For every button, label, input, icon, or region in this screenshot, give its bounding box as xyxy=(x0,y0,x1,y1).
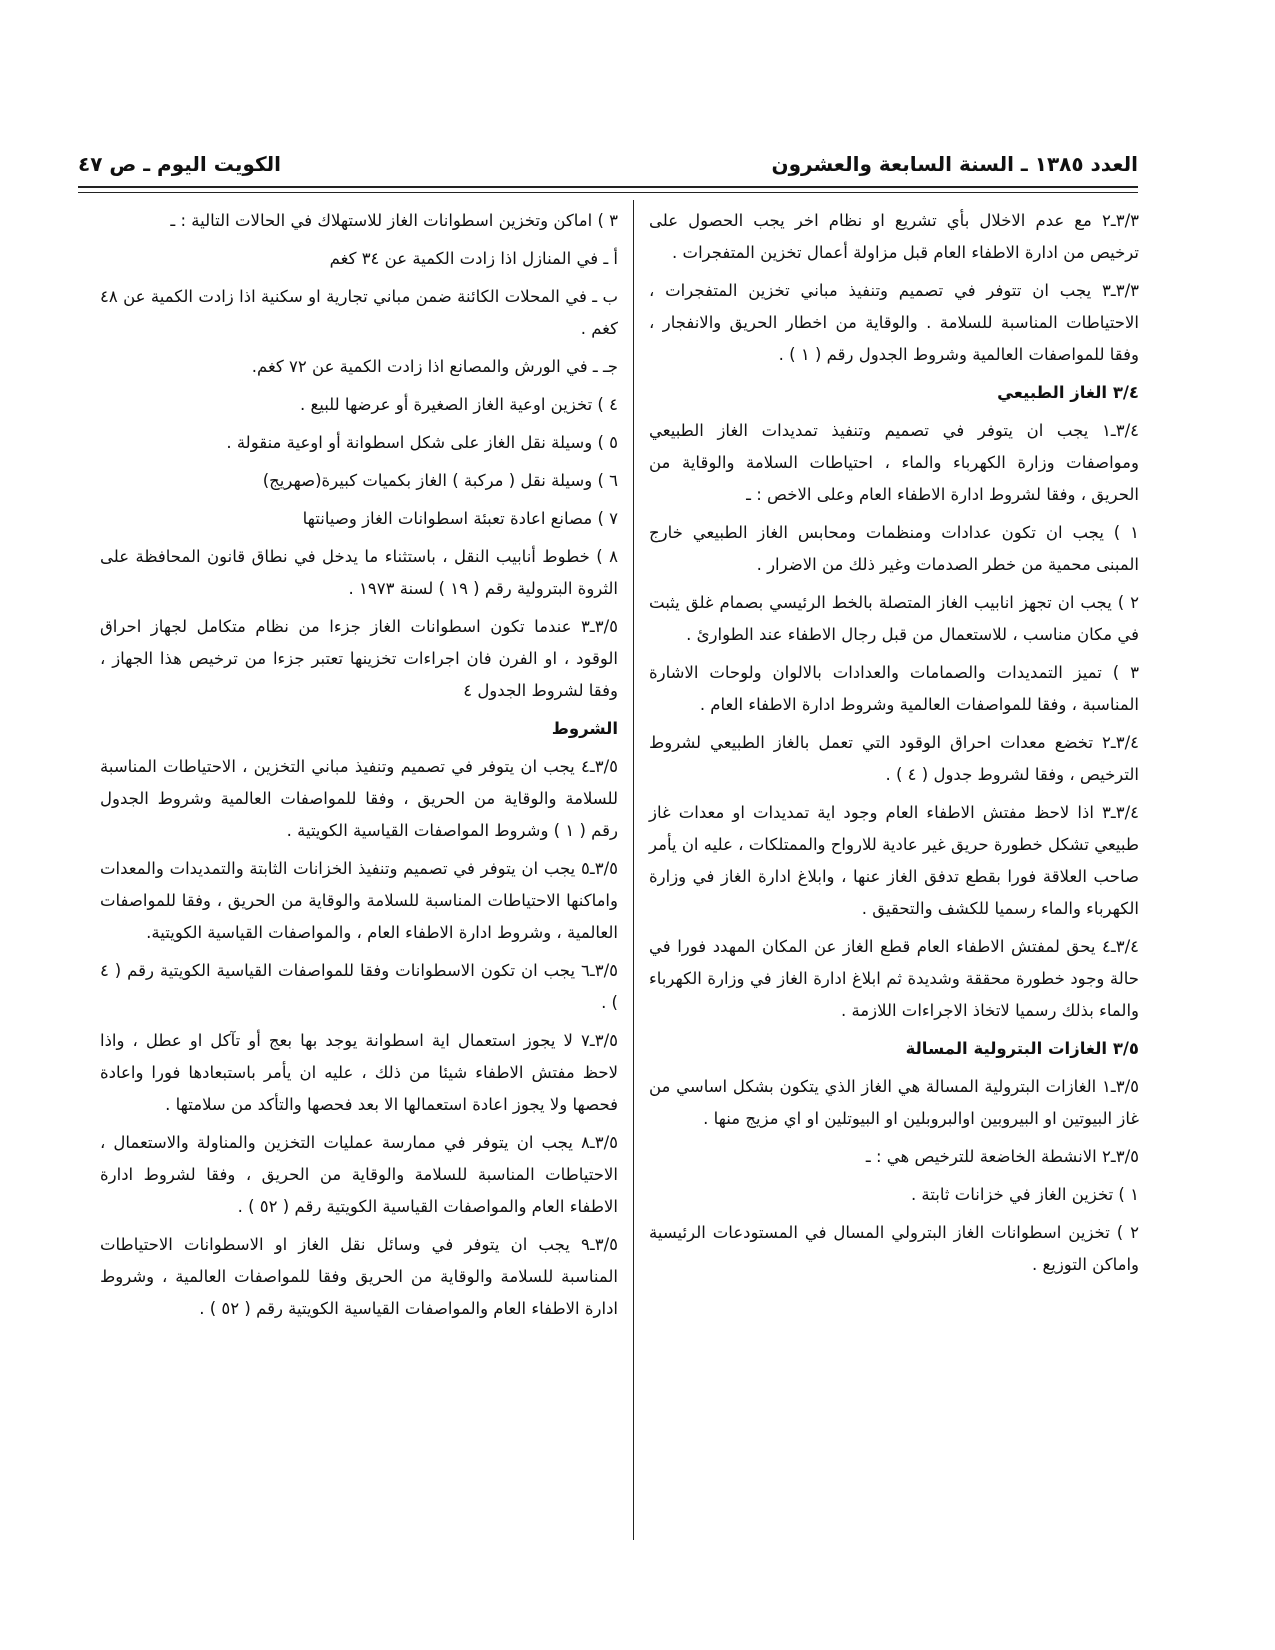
issue-info: العدد ١٣٨٥ ـ السنة السابعة والعشرون xyxy=(771,152,1138,176)
paragraph: أ ـ في المنازل اذا زادت الكمية عن ٣٤ كغم xyxy=(329,249,618,268)
paragraph: ٣/٤ـ٢ تخضع معدات احراق الوقود التي تعمل بالغاز الطبيعي لشروط الترخيص ، وفقا لشروط جدول ( ٤ ) . xyxy=(649,733,1139,784)
paragraph: ٣/٥ـ١ الغازات البترولية المسالة هي الغاز الذي يتكون بشكل اساسي من غاز البيوتين او البيروبين اوالبروبلين او البيوتلين او اي مزيج منها . xyxy=(649,1077,1139,1128)
paragraph: ٣/٣ـ٢ مع عدم الاخلال بأي تشريع او نظام اخر يجب الحصول على ترخيص من ادارة الاطفاء العام قبل مزاولة أعمال تخزين المتفجرات . xyxy=(649,211,1139,262)
paragraph: ٣/٥ـ٩ يجب ان يتوفر في وسائل نقل الغاز او الاسطوانات الاحتياطات المناسبة للسلامة والوقاية من الحريق وفقا للمواصفات العالمية ، وشروط ادارة الاطفاء العام والمواصفات القياسية الكويتية رقم ( ٥٢ ) . xyxy=(100,1235,618,1318)
left-column xyxy=(100,205,618,1331)
paragraph: ٢ ) تخزين اسطوانات الغاز البترولي المسال في المستودعات الرئيسية واماكن التوزيع . xyxy=(649,1223,1139,1274)
paragraph: ٣/٥ـ٣ عندما تكون اسطوانات الغاز جزءا من نظام متكامل لجهاز احراق الوقود ، او الفرن فان اجراءات تخزينها تعتبر جزءا من ترخيص هذا الجهاز ، وفقا لشروط الجدول ٤ xyxy=(100,617,618,700)
paragraph: ٣ ) تميز التمديدات والصمامات والعدادات بالالوان ولوحات الاشارة المناسبة ، وفقا للمواصفات العالمية وشروط ادارة الاطفاء العام . xyxy=(649,663,1139,714)
paragraph: ١ ) يجب ان تكون عدادات ومنظمات ومحابس الغاز الطبيعي خارج المبنى محمية من خطر الصدمات وغير ذلك من الاضرار . xyxy=(649,523,1139,574)
paragraph: ٧ ) مصانع اعادة تعبئة اسطوانات الغاز وصيانتها xyxy=(302,509,618,528)
paragraph: ٦ ) وسيلة نقل ( مركبة ) الغاز بكميات كبيرة(صهريج) xyxy=(262,471,618,490)
paragraph: ٣ ) اماكن وتخزين اسطوانات الغاز للاستهلاك في الحالات التالية : ـ xyxy=(170,211,618,230)
section-heading: ٣/٥ الغازات البترولية المسالة xyxy=(905,1039,1139,1058)
paragraph: ٥ ) وسيلة نقل الغاز على شكل اسطوانة أو اوعية منقولة . xyxy=(226,433,618,452)
page-header xyxy=(78,152,1138,182)
right-column xyxy=(649,205,1139,1287)
paragraph: ٣/٤ـ٤ يحق لمفتش الاطفاء العام قطع الغاز عن المكان المهدد فورا في حالة وجود خطورة محققة وشديدة ثم ابلاغ ادارة الغاز في وزارة الكهرباء والماء بذلك رسميا لاتخاذ الاجراءات اللازمة . xyxy=(649,937,1139,1020)
column-divider xyxy=(633,200,634,1540)
page-info: الكويت اليوم ـ ص ٤٧ xyxy=(78,152,281,176)
section-heading: ٣/٤ الغاز الطبيعي xyxy=(997,383,1139,402)
paragraph: ٣/٥ـ٨ يجب ان يتوفر في ممارسة عمليات التخزين والمناولة والاستعمال ، الاحتياطات المناسبة للسلامة والوقاية من الحريق ، وفقا لشروط ادارة الاطفاء العام والمواصفات القياسية الكويتية رقم ( ٥٢ ) . xyxy=(100,1133,618,1216)
paragraph: ٣/٣ـ٣ يجب ان تتوفر في تصميم وتنفيذ مباني تخزين المتفجرات ، الاحتياطات المناسبة للسلامة . والوقاية من اخطار الحريق والانفجار ، وفقا للمواصفات العالمية وشروط الجدول رقم ( ١ ) . xyxy=(649,281,1139,364)
paragraph: ٢ ) يجب ان تجهز انابيب الغاز المتصلة بالخط الرئيسي بصمام غلق يثبت في مكان مناسب ، للاستعمال من قبل رجال الاطفاء عند الطوارئ . xyxy=(649,593,1139,644)
header-rule-thin xyxy=(78,192,1138,193)
paragraph: ٤ ) تخزين اوعية الغاز الصغيرة أو عرضها للبيع . xyxy=(299,395,618,414)
paragraph: ١ ) تخزين الغاز في خزانات ثابتة . xyxy=(910,1185,1139,1204)
paragraph: جـ ـ في الورش والمصانع اذا زادت الكمية عن ٧٢ كغم. xyxy=(251,357,618,376)
paragraph: ب ـ في المحلات الكائنة ضمن مباني تجارية او سكنية اذا زادت الكمية عن ٤٨ كغم . xyxy=(100,287,618,338)
section-heading: الشروط xyxy=(551,719,618,738)
paragraph: ٣/٥ـ٦ يجب ان تكون الاسطوانات وفقا للمواصفات القياسية الكويتية رقم ( ٤ ) . xyxy=(100,961,618,1012)
paragraph: ٨ ) خطوط أنابيب النقل ، باستثناء ما يدخل في نطاق قانون المحافظة على الثروة البترولية رقم ( ١٩ ) لسنة ١٩٧٣ . xyxy=(100,547,618,598)
paragraph: ٣/٥ـ٢ الانشطة الخاضعة للترخيص هي : ـ xyxy=(865,1147,1139,1166)
paragraph: ٣/٤ـ٣ اذا لاحظ مفتش الاطفاء العام وجود اية تمديدات او معدات غاز طبيعي تشكل خطورة حريق غير عادية للارواح والممتلكات ، عليه ان يأمر صاحب العلاقة فورا بقطع تدفق الغاز عنها ، وابلاغ ادارة الغاز في وزارة الكهرباء والماء رسميا للكشف والتحقيق . xyxy=(649,803,1139,918)
paragraph: ٣/٥ـ٤ يجب ان يتوفر في تصميم وتنفيذ مباني التخزين ، الاحتياطات المناسبة للسلامة والوقاية من الحريق ، وفقا للمواصفات العالمية وشروط الجدول رقم ( ١ ) وشروط المواصفات القياسية الكويتية . xyxy=(100,757,618,840)
paragraph: ٣/٤ـ١ يجب ان يتوفر في تصميم وتنفيذ تمديدات الغاز الطبيعي ومواصفات وزارة الكهرباء والماء ، احتياطات السلامة والوقاية من الحريق ، وفقا لشروط ادارة الاطفاء العام وعلى الاخص : ـ xyxy=(649,421,1139,504)
paragraph: ٣/٥ـ٥ يجب ان يتوفر في تصميم وتنفيذ الخزانات الثابتة والتمديدات والمعدات واماكنها الاحتياطات المناسبة للسلامة والوقاية من الحريق ، وفقا للمواصفات العالمية ، وشروط ادارة الاطفاء العام ، والمواصفات القياسية الكويتية. xyxy=(100,859,618,942)
paragraph: ٣/٥ـ٧ لا يجوز استعمال اية اسطوانة يوجد بها بعج أو تآكل او عطل ، واذا لاحظ مفتش الاطفاء شيئا من ذلك ، عليه ان يأمر باستبعادها فورا واعادة فحصها ولا يجوز اعادة استعمالها الا بعد فحصها والتأكد من سلامتها . xyxy=(100,1031,618,1114)
header-rule xyxy=(78,186,1138,188)
